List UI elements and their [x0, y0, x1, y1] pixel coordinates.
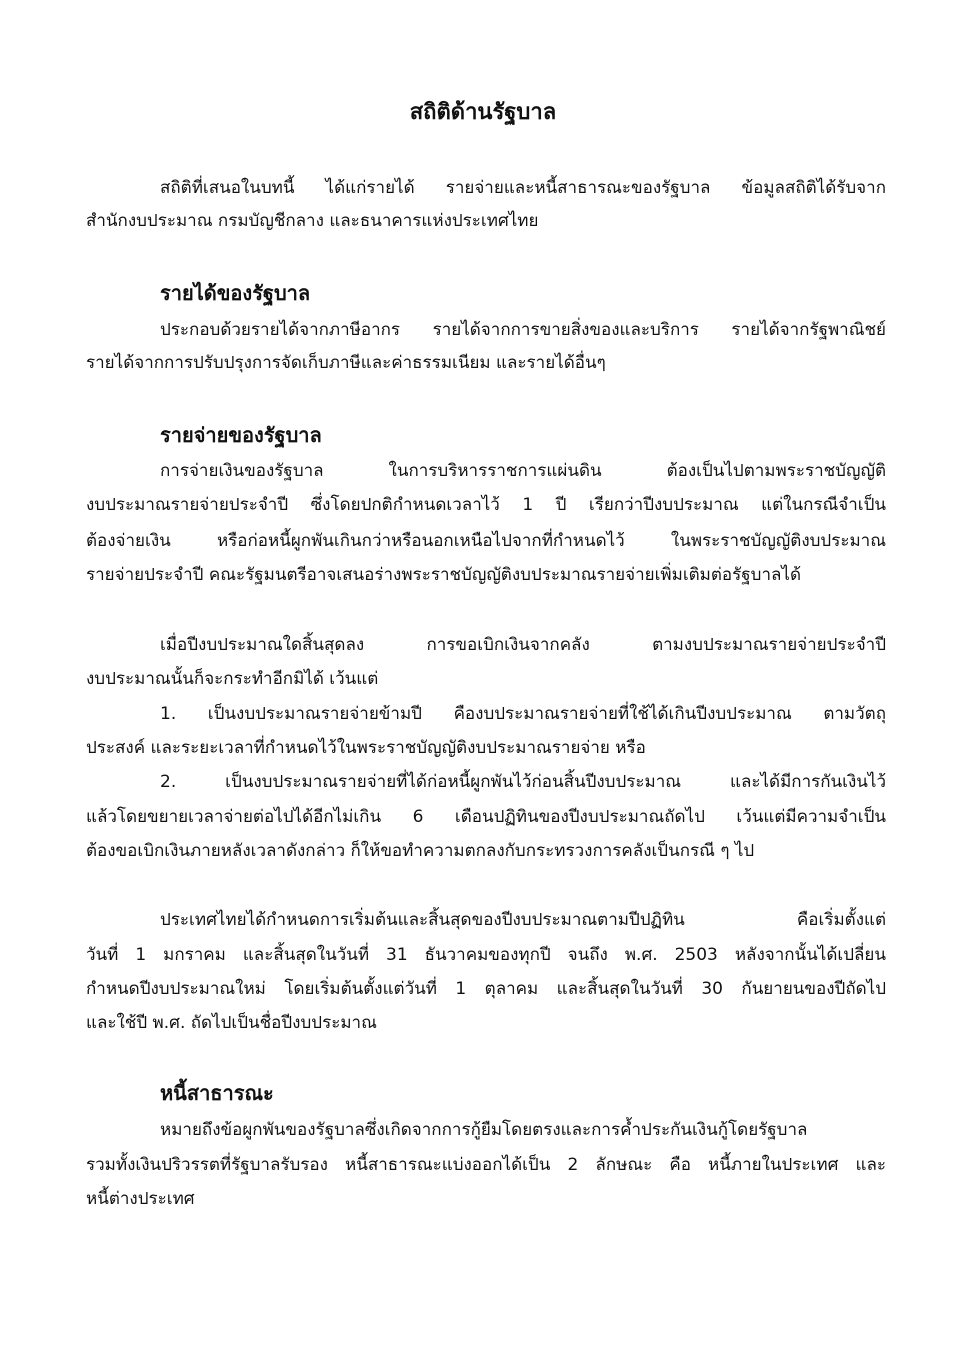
page-title: สถิติด้านรัฐบาล [409, 100, 557, 125]
intro-line: สำนักงบประมาณ กรมบัญชีกลาง และธนาคารแห่งประเทศไทย [86, 211, 539, 231]
section-heading-expenditure: รายจ่ายของรัฐบาล [160, 423, 322, 447]
revenue-line: ประกอบด้วยรายได้จากภาษีอากร รายได้จากการขายสิ่งของและบริการ รายได้จากรัฐพาณิชย์ [160, 320, 886, 340]
public-debt-line: หนี้ต่างประเทศ [86, 1189, 195, 1209]
list-item-2-line: แล้วโดยขยายเวลาจ่ายต่อไปได้อีกไม่เกิน 6 เดือนปฏิทินของปีงบประมาณถัดไป เว้นแต่มีความจำเป็น [86, 807, 886, 827]
fiscal-year-line: วันที่ 1 มกราคม และสิ้นสุดในวันที่ 31 ธันวาคมของทุกปี จนถึง พ.ศ. 2503 หลังจากนั้นได้เปลี่ยน [86, 945, 886, 965]
list-item-2-line: 2. เป็นงบประมาณรายจ่ายที่ได้ก่อหนี้ผูกพันไว้ก่อนสิ้นปีงบประมาณ และได้มีการกันเงินไว้ [160, 772, 886, 792]
list-item-2-line: ต้องขอเบิกเงินภายหลังเวลาดังกล่าว ก็ให้ขอทำความตกลงกับกระทรวงการคลังเป็นกรณี ๆ ไป [86, 841, 755, 861]
fiscal-year-line: และใช้ปี พ.ศ. ถัดไปเป็นชื่อปีงบประมาณ [86, 1013, 377, 1033]
section-heading-public-debt: หนี้สาธารณะ [160, 1081, 274, 1105]
fiscal-year-line: ประเทศไทยได้กำหนดการเริ่มต้นและสิ้นสุดของปีงบประมาณตามปีปฏิทิน คือเริ่มตั้งแต่ [160, 910, 886, 930]
intro-line: สถิติที่เสนอในบทนี้ ได้แก่รายได้ รายจ่ายและหนี้สาธารณะของรัฐบาล ข้อมูลสถิติได้รับจาก [160, 178, 886, 198]
revenue-line: รายได้จากการปรับปรุงการจัดเก็บภาษีและค่าธรรมเนียม และรายได้อื่นๆ [86, 353, 606, 373]
fiscal-year-line: กำหนดปีงบประมาณใหม่ โดยเริ่มต้นตั้งแต่วันที่ 1 ตุลาคม และสิ้นสุดในวันที่ 30 กันยายนของปีถัดไป [86, 979, 886, 999]
expenditure-line: การจ่ายเงินของรัฐบาล ในการบริหารราชการแผ่นดิน ต้องเป็นไปตามพระราชบัญญัติ [160, 461, 886, 481]
expenditure-line: เมื่อปีงบประมาณใดสิ้นสุดลง การขอเบิกเงินจากคลัง ตามงบประมาณรายจ่ายประจำปี [160, 635, 886, 655]
expenditure-line: งบประมาณนั้นก็จะกระทำอีกมิได้ เว้นแต่ [86, 669, 379, 689]
expenditure-line: ต้องจ่ายเงิน หรือก่อหนี้ผูกพันเกินกว่าหรือนอกเหนือไปจากที่กำหนดไว้ ในพระราชบัญญัติงบประมาณ [86, 531, 886, 551]
public-debt-line: รวมทั้งเงินปริวรรตที่รัฐบาลรับรอง หนี้สาธารณะแบ่งออกได้เป็น 2 ลักษณะ คือ หนี้ภายในประเทศ และ [86, 1155, 886, 1175]
section-heading-revenue: รายได้ของรัฐบาล [160, 281, 311, 305]
list-item-1-line: 1. เป็นงบประมาณรายจ่ายข้ามปี คืองบประมาณรายจ่ายที่ใช้ได้เกินปีงบประมาณ ตามวัตถุ [160, 704, 886, 724]
expenditure-line: งบประมาณรายจ่ายประจำปี ซึ่งโดยปกติกำหนดเวลาไว้ 1 ปี เรียกว่าปีงบประมาณ แต่ในกรณีจำเป็น [86, 495, 886, 515]
public-debt-line: หมายถึงข้อผูกพันของรัฐบาลซึ่งเกิดจากการกู้ยืมโดยตรงและการค้ำประกันเงินกู้โดยรัฐบาล [160, 1120, 808, 1140]
expenditure-line: รายจ่ายประจำปี คณะรัฐมนตรีอาจเสนอร่างพระราชบัญญัติงบประมาณรายจ่ายเพิ่มเติมต่อรัฐบาลได้ [86, 565, 801, 585]
list-item-1-line: ประสงค์ และระยะเวลาที่กำหนดไว้ในพระราชบัญญัติงบประมาณรายจ่าย หรือ [86, 738, 646, 758]
